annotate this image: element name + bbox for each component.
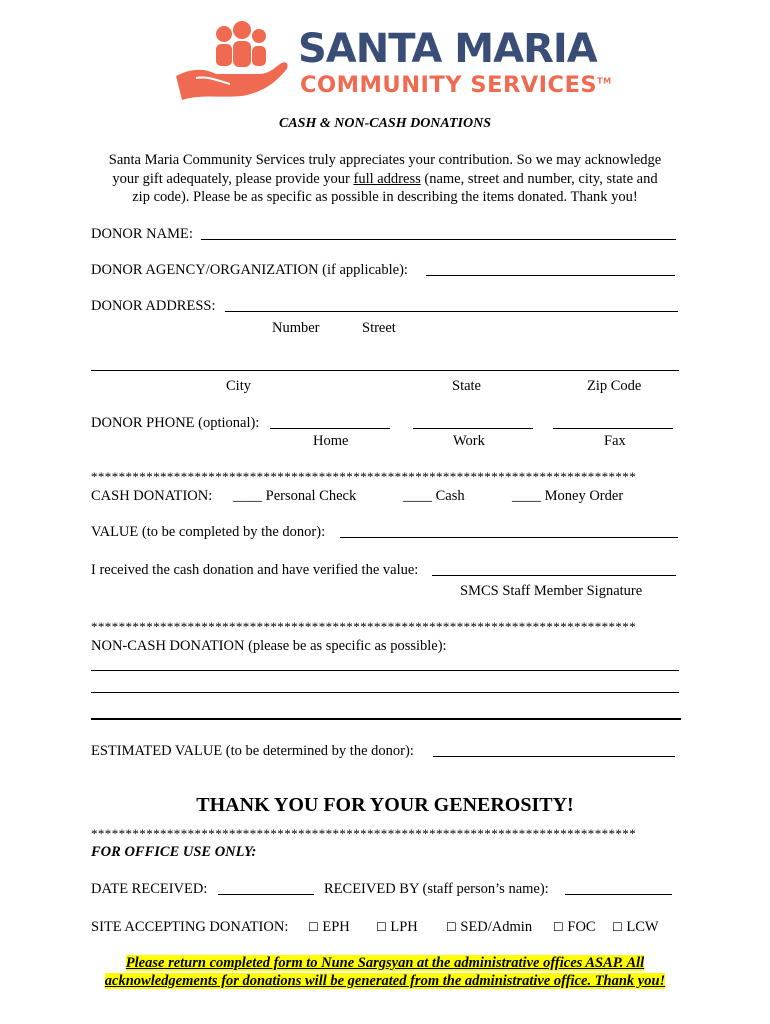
noncash-field-2[interactable] — [91, 692, 679, 693]
street-caption: Street — [362, 320, 396, 336]
checkbox-icon: ☐ — [553, 920, 564, 934]
checkbox-icon: ☐ — [376, 920, 387, 934]
site-option-lph[interactable] — [376, 919, 418, 936]
work-caption: Work — [453, 433, 485, 449]
donor-name-field[interactable] — [201, 239, 676, 240]
intro-line-3: zip code). Please be as specific as possible in describing the items donated. Thank you! — [132, 189, 638, 205]
site-sed-admin-label: SED/Admin — [460, 919, 533, 935]
donor-phone-label: DONOR PHONE (optional): — [91, 415, 260, 431]
notice-line-1: Please return completed form to Nune Sargsyan at the administrative offices ASAP. All — [125, 955, 645, 971]
received-label: I received the cash donation and have verified the value: — [91, 562, 419, 578]
form-heading: CASH & NON-CASH DONATIONS — [279, 116, 491, 131]
checkbox-icon: ☐ — [446, 920, 457, 934]
fax-caption: Fax — [604, 433, 626, 449]
noncash-field-1[interactable] — [91, 670, 679, 671]
site-option-sed-admin[interactable] — [446, 919, 532, 936]
logo-trademark: TM — [597, 76, 612, 86]
helping-hand-icon — [172, 18, 292, 102]
intro-line-2 — [0, 171, 770, 188]
intro-line-2-post: (name, street and number, city, state and — [420, 171, 658, 187]
donor-address-label: DONOR ADDRESS: — [91, 298, 216, 314]
notice-line-1-wrap — [0, 955, 770, 972]
state-caption: State — [452, 378, 481, 394]
notice-line-2: acknowledgements for donations will be generated from the administrative office. Thank you! — [104, 973, 666, 989]
separator-2: ******************************************************************************* — [91, 619, 637, 634]
noncash-field-3[interactable] — [91, 718, 681, 720]
site-lcw-label: LCW — [626, 919, 659, 935]
site-eph-label: EPH — [322, 919, 350, 935]
intro-line-2-pre: your gift adequately, please provide your — [112, 171, 354, 187]
checkbox-icon: ☐ — [308, 920, 319, 934]
site-option-eph[interactable] — [308, 919, 350, 936]
date-received-label: DATE RECEIVED: — [91, 881, 208, 897]
personal-check-option[interactable]: ____ Personal Check — [233, 488, 357, 504]
number-caption: Number — [272, 320, 320, 336]
site-accepting-label: SITE ACCEPTING DONATION: — [91, 919, 289, 935]
donor-agency-label: DONOR AGENCY/ORGANIZATION (if applicable): — [91, 262, 408, 278]
intro-full-address: full address — [353, 171, 421, 187]
logo-title: SANTA MARIA — [298, 26, 597, 72]
intro-line-1: Santa Maria Community Services truly appreciates your contribution. So we may acknowledge — [108, 152, 662, 168]
value-field[interactable] — [340, 537, 678, 538]
estimated-value-field[interactable] — [433, 756, 675, 757]
separator-3: ******************************************************************************* — [91, 826, 637, 841]
donor-name-label: DONOR NAME: — [91, 226, 193, 242]
phone-fax-field[interactable] — [553, 428, 673, 429]
cash-donation-label: CASH DONATION: — [91, 488, 213, 504]
site-lph-label: LPH — [390, 919, 418, 935]
logo — [172, 18, 612, 102]
notice-line-2-wrap — [0, 973, 770, 990]
date-received-field[interactable] — [218, 894, 314, 895]
phone-home-field[interactable] — [270, 428, 390, 429]
donor-agency-field[interactable] — [426, 275, 675, 276]
phone-work-field[interactable] — [413, 428, 533, 429]
logo-subtitle: COMMUNITY SERVICES — [300, 72, 598, 98]
home-caption: Home — [313, 433, 349, 449]
thank-you-heading: THANK YOU FOR YOUR GENEROSITY! — [196, 794, 574, 816]
city-state-zip-field[interactable] — [91, 370, 679, 371]
office-use-heading: FOR OFFICE USE ONLY: — [91, 844, 257, 860]
money-order-option[interactable]: ____ Money Order — [512, 488, 624, 504]
zip-caption: Zip Code — [587, 378, 642, 394]
noncash-label: NON-CASH DONATION (please be as specific as possible): — [91, 638, 447, 654]
city-caption: City — [226, 378, 251, 394]
estimated-value-label: ESTIMATED VALUE (to be determined by the donor): — [91, 743, 414, 759]
site-option-foc[interactable] — [553, 919, 596, 936]
site-foc-label: FOC — [567, 919, 596, 935]
site-option-lcw[interactable] — [612, 919, 659, 936]
staff-signature-field[interactable] — [432, 575, 676, 576]
received-by-field[interactable] — [565, 894, 672, 895]
checkbox-icon: ☐ — [612, 920, 623, 934]
received-by-label: RECEIVED BY (staff person’s name): — [324, 881, 549, 897]
separator-1: ******************************************************************************* — [91, 469, 637, 484]
signature-caption: SMCS Staff Member Signature — [460, 583, 643, 599]
cash-option[interactable]: ____ Cash — [403, 488, 465, 504]
donor-address-field[interactable] — [225, 311, 678, 312]
value-label: VALUE (to be completed by the donor): — [91, 524, 326, 540]
logo-subtitle-wrap — [300, 72, 612, 98]
